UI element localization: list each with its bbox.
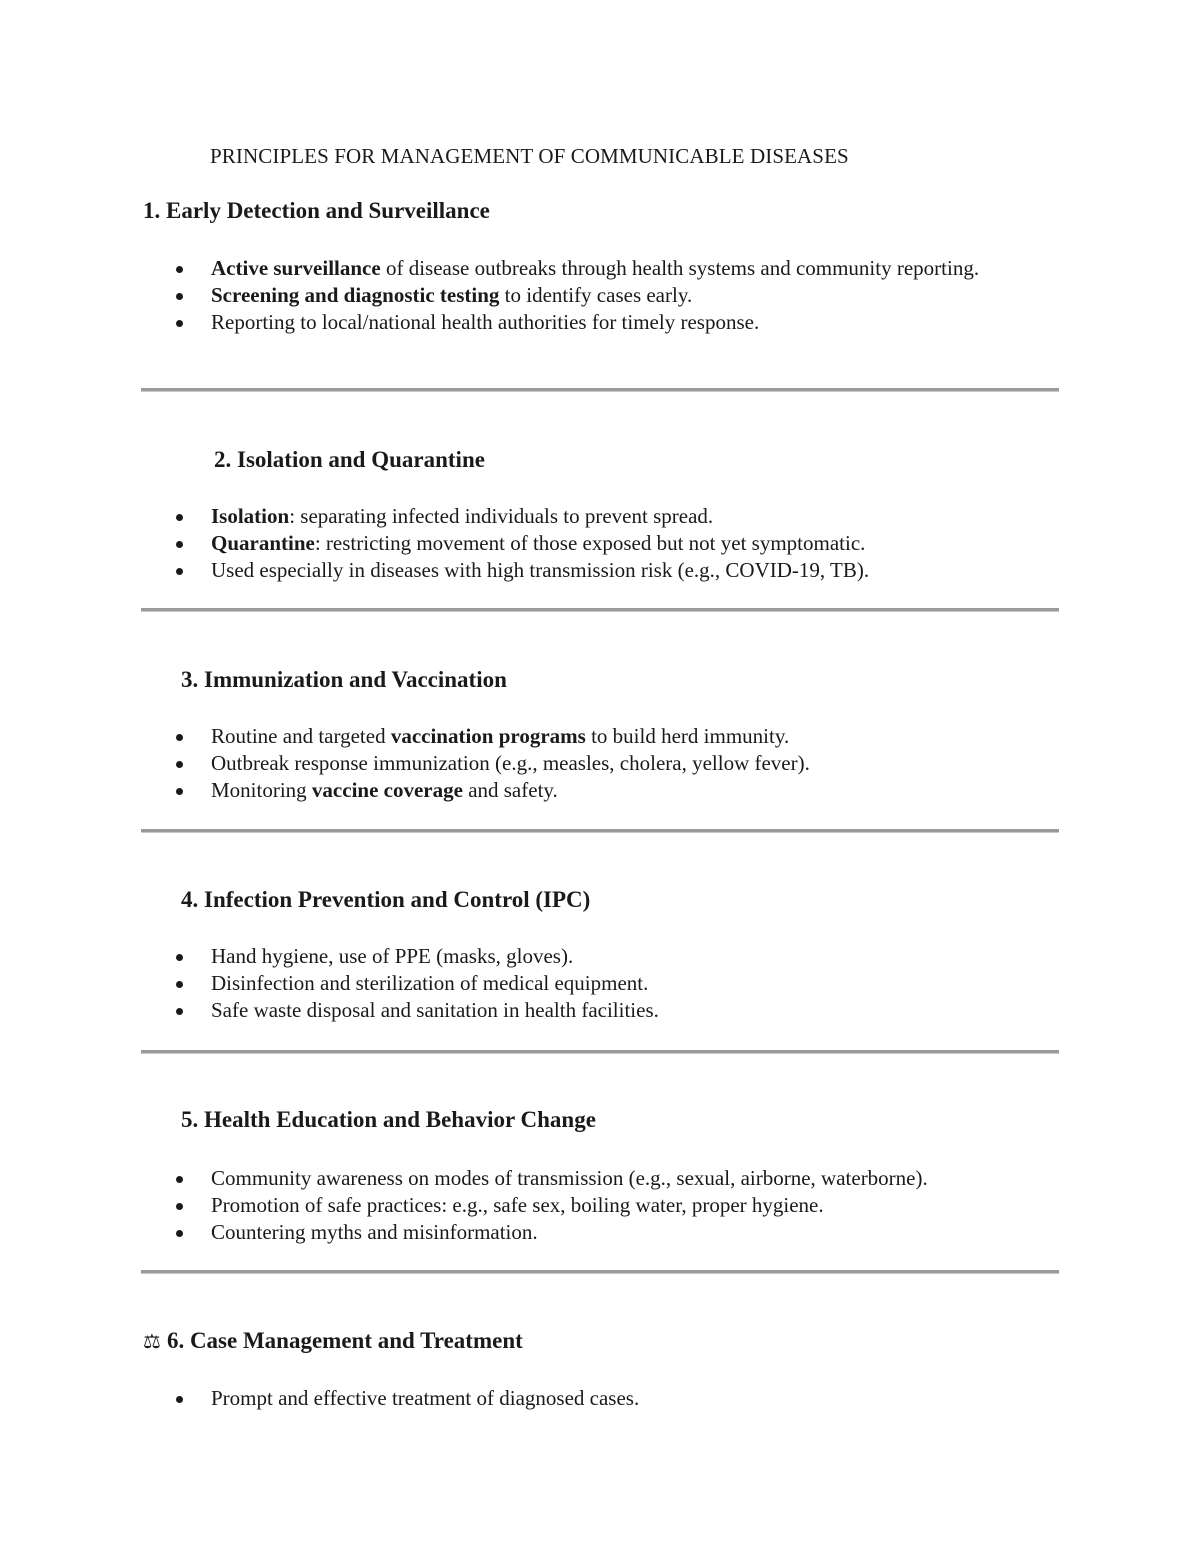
section-6-list — [0, 1385, 1200, 1412]
section-4-list — [0, 943, 1200, 1024]
item-text: Safe waste disposal and sanitation in health facilities. — [211, 998, 659, 1022]
document-title: PRINCIPLES FOR MANAGEMENT OF COMMUNICABLE DISEASES — [210, 144, 849, 168]
section-heading-3-text: 3. Immunization and Vaccination — [181, 667, 507, 692]
list-item — [0, 255, 1200, 282]
list-item — [0, 777, 1200, 804]
list-item — [0, 309, 1200, 336]
section-5-list — [0, 1165, 1200, 1246]
item-bold: vaccination programs — [390, 724, 586, 748]
list-item — [0, 970, 1200, 997]
item-text: to identify cases early. — [499, 283, 693, 307]
section-heading-2 — [214, 447, 485, 473]
item-bold: Isolation — [211, 504, 290, 528]
item-text: Reporting to local/national health authorities for timely response. — [211, 310, 760, 334]
horizontal-divider — [141, 1270, 1059, 1274]
item-text: : separating infected individuals to prevent spread. — [289, 504, 714, 528]
list-item — [0, 723, 1200, 750]
section-heading-4 — [181, 887, 590, 913]
list-item — [0, 997, 1200, 1024]
item-bold: Active surveillance — [211, 256, 381, 280]
section-3-list — [0, 723, 1200, 804]
item-text: Hand hygiene, use of PPE (masks, gloves). — [211, 944, 574, 968]
item-text: Disinfection and sterilization of medical equipment. — [211, 971, 649, 995]
item-text: Community awareness on modes of transmission (e.g., sexual, airborne, waterborne). — [211, 1166, 928, 1190]
list-item — [0, 530, 1200, 557]
item-text: to build herd immunity. — [585, 724, 790, 748]
item-text: Monitoring — [211, 778, 312, 802]
list-item — [0, 1165, 1200, 1192]
section-heading-6-text: 6. Case Management and Treatment — [166, 1328, 523, 1353]
list-item — [0, 943, 1200, 970]
item-bold: Quarantine — [211, 531, 315, 555]
list-item — [0, 1385, 1200, 1412]
item-text: Outbreak response immunization (e.g., measles, cholera, yellow fever). — [211, 751, 810, 775]
section-1-list — [0, 255, 1200, 336]
scales-icon: ⚖ — [143, 1329, 161, 1353]
list-item — [0, 503, 1200, 530]
item-text: Used especially in diseases with high transmission risk (e.g., COVID-19, TB). — [211, 558, 870, 582]
item-text: and safety. — [462, 778, 558, 802]
section-heading-4-text: 4. Infection Prevention and Control (IPC) — [181, 887, 591, 912]
horizontal-divider — [141, 608, 1059, 612]
section-heading-1-text: 1. Early Detection and Surveillance — [143, 198, 490, 223]
section-heading-6 — [143, 1328, 523, 1354]
item-text: of disease outbreaks through health systems and community reporting. — [380, 256, 980, 280]
section-heading-2-text: 2. Isolation and Quarantine — [214, 447, 485, 472]
item-text: Routine and targeted — [211, 724, 391, 748]
horizontal-divider — [141, 1050, 1059, 1054]
section-heading-5-text: 5. Health Education and Behavior Change — [181, 1107, 596, 1132]
section-heading-3 — [181, 667, 507, 693]
item-text: Countering myths and misinformation. — [211, 1220, 538, 1244]
horizontal-divider — [141, 388, 1059, 392]
horizontal-divider — [141, 829, 1059, 833]
list-item — [0, 1192, 1200, 1219]
item-text: Promotion of safe practices: e.g., safe sex, boiling water, proper hygiene. — [211, 1193, 824, 1217]
item-bold: Screening and diagnostic testing — [211, 283, 500, 307]
section-2-list — [0, 503, 1200, 584]
list-item — [0, 1219, 1200, 1246]
section-heading-5 — [181, 1107, 596, 1133]
list-item — [0, 750, 1200, 777]
list-item — [0, 282, 1200, 309]
section-heading-1 — [143, 198, 490, 224]
list-item — [0, 557, 1200, 584]
item-bold: vaccine coverage — [311, 778, 463, 802]
item-text: : restricting movement of those exposed but not yet symptomatic. — [314, 531, 866, 555]
item-text: Prompt and effective treatment of diagnosed cases. — [211, 1386, 640, 1410]
